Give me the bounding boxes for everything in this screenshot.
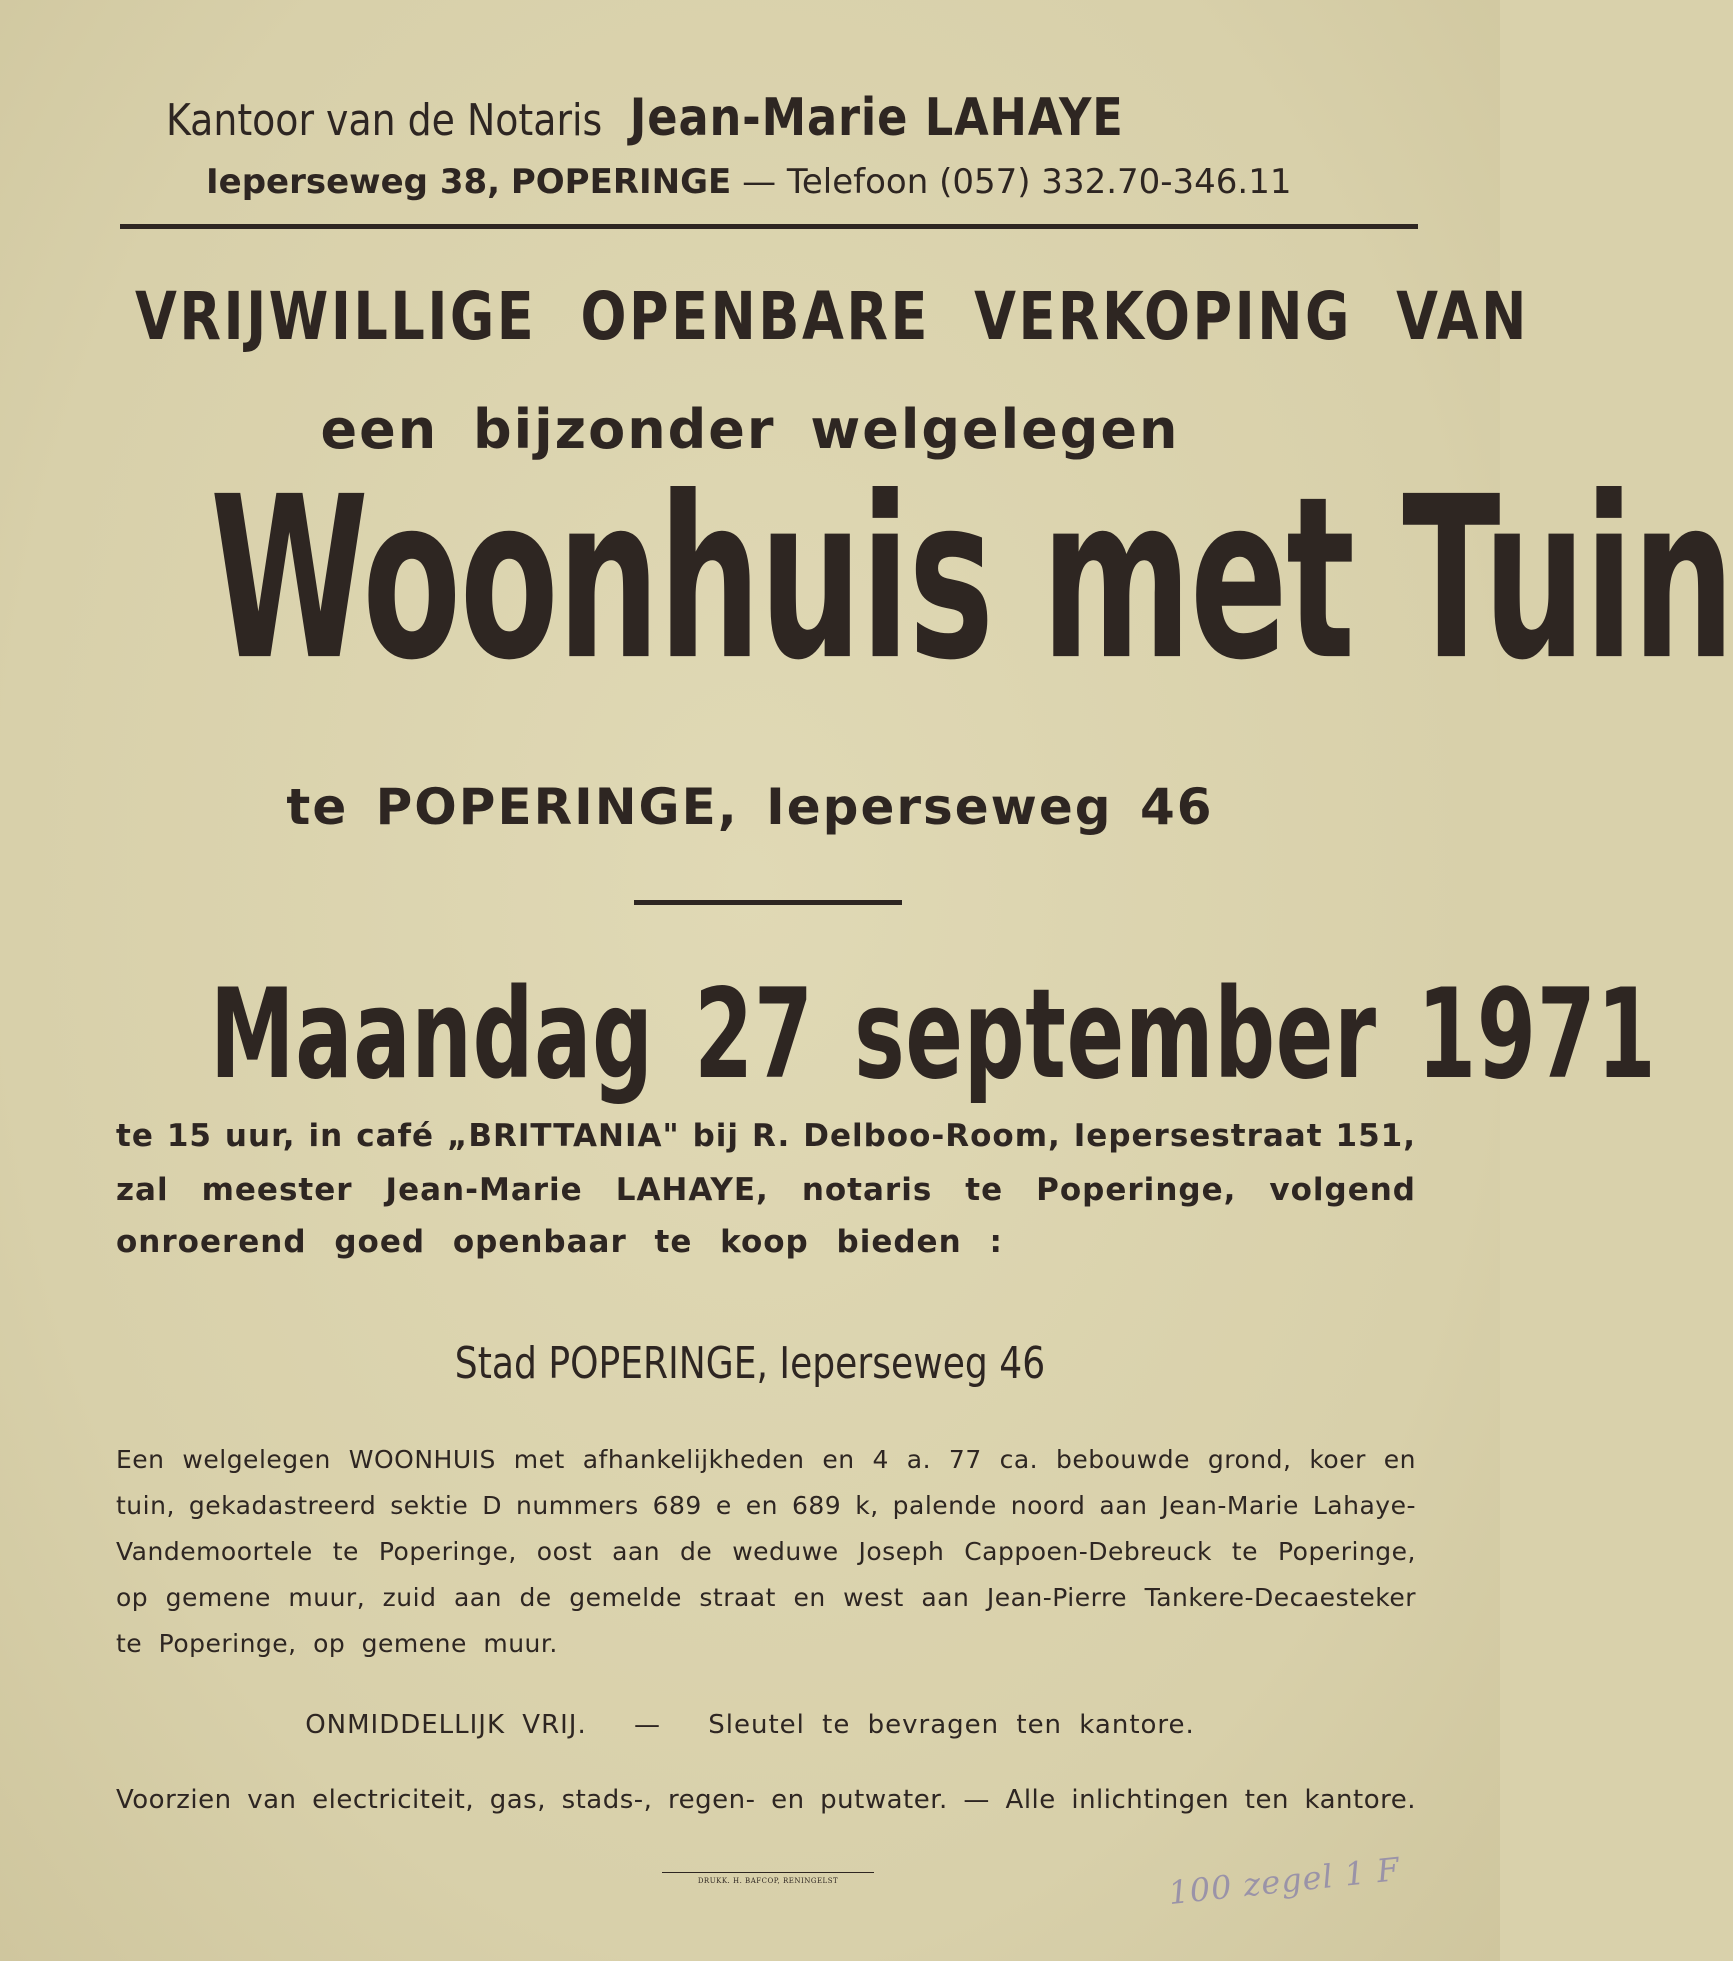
sale-intro-line: onroerend goed openbaar te koop bieden : [116,1224,1003,1260]
contact-info: Alle inlichtingen ten kantore. [1005,1785,1417,1815]
sale-date: Maandag 27 september 1971 [210,961,1657,1107]
description-line: op gemene muur, zuid aan de gemelde straat en west aan Jean-Pierre Tankere-Decaesteker [116,1583,1416,1612]
sale-subheading: een bijzonder welgelegen [320,398,1180,461]
description-line: tuin, gekadastreerd sektie D nummers 689 e en 689 k, palende noord aan Jean-Marie Lahaye- [116,1491,1416,1520]
office-prefix: Kantoor van de Notaris [166,95,603,146]
sale-intro-line: zal meester Jean-Marie LAHAYE, notaris te Poperinge, volgend [116,1172,1416,1208]
availability-status: ONMIDDELLIJK VRIJ. [305,1710,587,1740]
property-title: Woonhuis met Tuin [210,448,1733,710]
dash-separator: — [634,1710,662,1740]
key-info: Sleutel te bevragen ten kantore. [708,1710,1195,1740]
header-divider [120,224,1418,229]
description-line: Een welgelegen WOONHUIS met afhankelijkheden en 4 a. 77 ca. bebouwde grond, koer en [116,1445,1416,1474]
property-heading: Stad POPERINGE, Ieperseweg 46 [454,1338,1046,1389]
printer-divider [662,1872,874,1873]
notary-name: Jean-Marie LAHAYE [629,88,1124,148]
office-street: Ieperseweg 38, [206,162,501,202]
office-city: POPERINGE [510,162,732,202]
handwritten-note: 100 zegel 1 F [1166,1849,1402,1913]
description-line: Vandemoortele te Poperinge, oost aan de weduwe Joseph Cappoen-Debreuck te Poperinge, [116,1537,1416,1566]
office-address-line [206,162,1292,202]
notary-office-line [166,88,1124,148]
printer-credit: DRUKK. H. BAFCOP, RENINGELST [697,1877,839,1885]
title-divider [634,900,902,905]
utilities-info: Voorzien van electriciteit, gas, stads-, regen- en putwater. [116,1785,948,1815]
description-line: te Poperinge, op gemene muur. [116,1629,558,1658]
sale-intro-line: te 15 uur, in café „BRITTANIA" bij R. Delboo-Room, Iepersestraat 151, [116,1118,1416,1154]
availability-line [0,1710,1500,1740]
sale-type-heading: VRIJWILLIGE OPENBARE VERKOPING VAN [135,278,1529,355]
dash-separator: — [963,1785,990,1815]
utilities-line [116,1785,1416,1815]
office-phone: — Telefoon (057) 332.70-346.11 [742,162,1292,202]
property-location: te POPERINGE, Ieperseweg 46 [286,778,1214,836]
